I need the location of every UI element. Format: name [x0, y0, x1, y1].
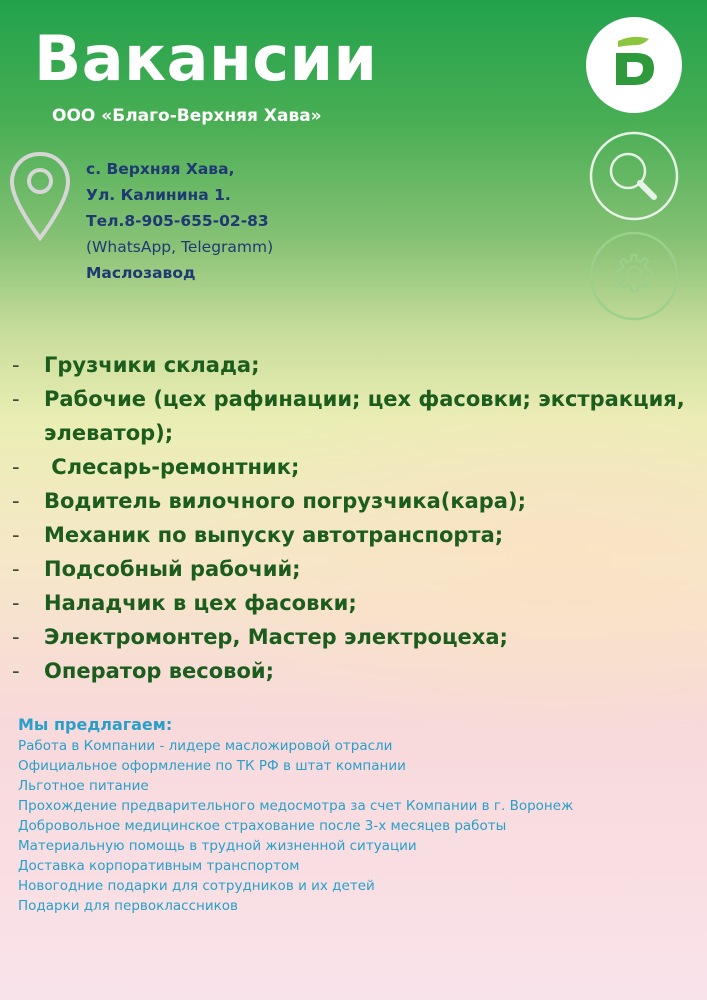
gear-icon: [588, 230, 680, 322]
benefits-heading: Мы предлагаем:: [18, 715, 173, 734]
vacancy-item: [12, 348, 702, 382]
list-dash: -: [12, 455, 20, 479]
vacancy-item: [12, 518, 702, 552]
vacancy-text: Электромонтер, Мастер электроцеха;: [44, 625, 508, 649]
benefit-item: Подарки для первоклассников: [18, 898, 238, 914]
list-dash: -: [12, 659, 20, 683]
page-title: Вакансии: [34, 22, 378, 95]
logo-d-icon: [586, 17, 682, 113]
company-logo: [586, 17, 682, 113]
benefits-list: [18, 736, 698, 916]
vacancy-item: [12, 484, 702, 518]
vacancy-list: [12, 348, 702, 688]
list-dash: -: [12, 625, 20, 649]
list-dash: -: [12, 489, 20, 513]
messengers: (WhatsApp, Telegramm): [86, 238, 274, 256]
search-icon: [588, 130, 680, 222]
benefit-item: Льготное питание: [18, 778, 149, 794]
vacancy-text: Водитель вилочного погрузчика(кара);: [44, 489, 526, 513]
vacancy-text: Грузчики склада;: [44, 353, 260, 377]
department: Маслозавод: [86, 264, 196, 282]
list-dash: -: [12, 353, 20, 377]
vacancy-item: [12, 382, 702, 450]
address-street: Ул. Калинина 1.: [86, 186, 231, 204]
vacancy-item: [12, 450, 702, 484]
list-dash: -: [12, 387, 20, 411]
benefit-item: Работа в Компании - лидере масложировой отрасли: [18, 738, 393, 754]
vacancy-item: [12, 620, 702, 654]
vacancy-text: Рабочие (цех рафинации; цех фасовки; экстракция, элеватор);: [44, 387, 685, 445]
phone-number: Тел.8-905-655-02-83: [86, 212, 269, 230]
benefit-item: Добровольное медицинское страхование после 3-х месяцев работы: [18, 818, 507, 834]
vacancy-text: Подсобный рабочий;: [44, 557, 301, 581]
vacancy-item: [12, 586, 702, 620]
benefits-section: [18, 714, 698, 916]
location-pin-icon: [8, 150, 72, 244]
address-village: с. Верхняя Хава,: [86, 160, 235, 178]
benefit-item: Материальную помощь в трудной жизненной ситуации: [18, 838, 417, 854]
benefit-item: Официальное оформление по ТК РФ в штат компании: [18, 758, 406, 774]
benefit-item: Доставка корпоративным транспортом: [18, 858, 300, 874]
benefit-item: Прохождение предварительного медосмотра за счет Компании в г. Воронеж: [18, 798, 574, 814]
vacancy-text: Оператор весовой;: [44, 659, 274, 683]
vacancy-item: [12, 552, 702, 586]
contact-info: [86, 156, 273, 286]
vacancy-text: Наладчик в цех фасовки;: [44, 591, 357, 615]
list-dash: -: [12, 591, 20, 615]
list-dash: -: [12, 523, 20, 547]
benefit-item: Новогодние подарки для сотрудников и их детей: [18, 878, 375, 894]
vacancy-item: [12, 654, 702, 688]
company-name: ООО «Благо-Верхняя Хава»: [52, 106, 322, 126]
vacancy-text: Механик по выпуску автотранспорта;: [44, 523, 504, 547]
list-dash: -: [12, 557, 20, 581]
vacancy-text: Слесарь-ремонтник;: [44, 455, 300, 479]
